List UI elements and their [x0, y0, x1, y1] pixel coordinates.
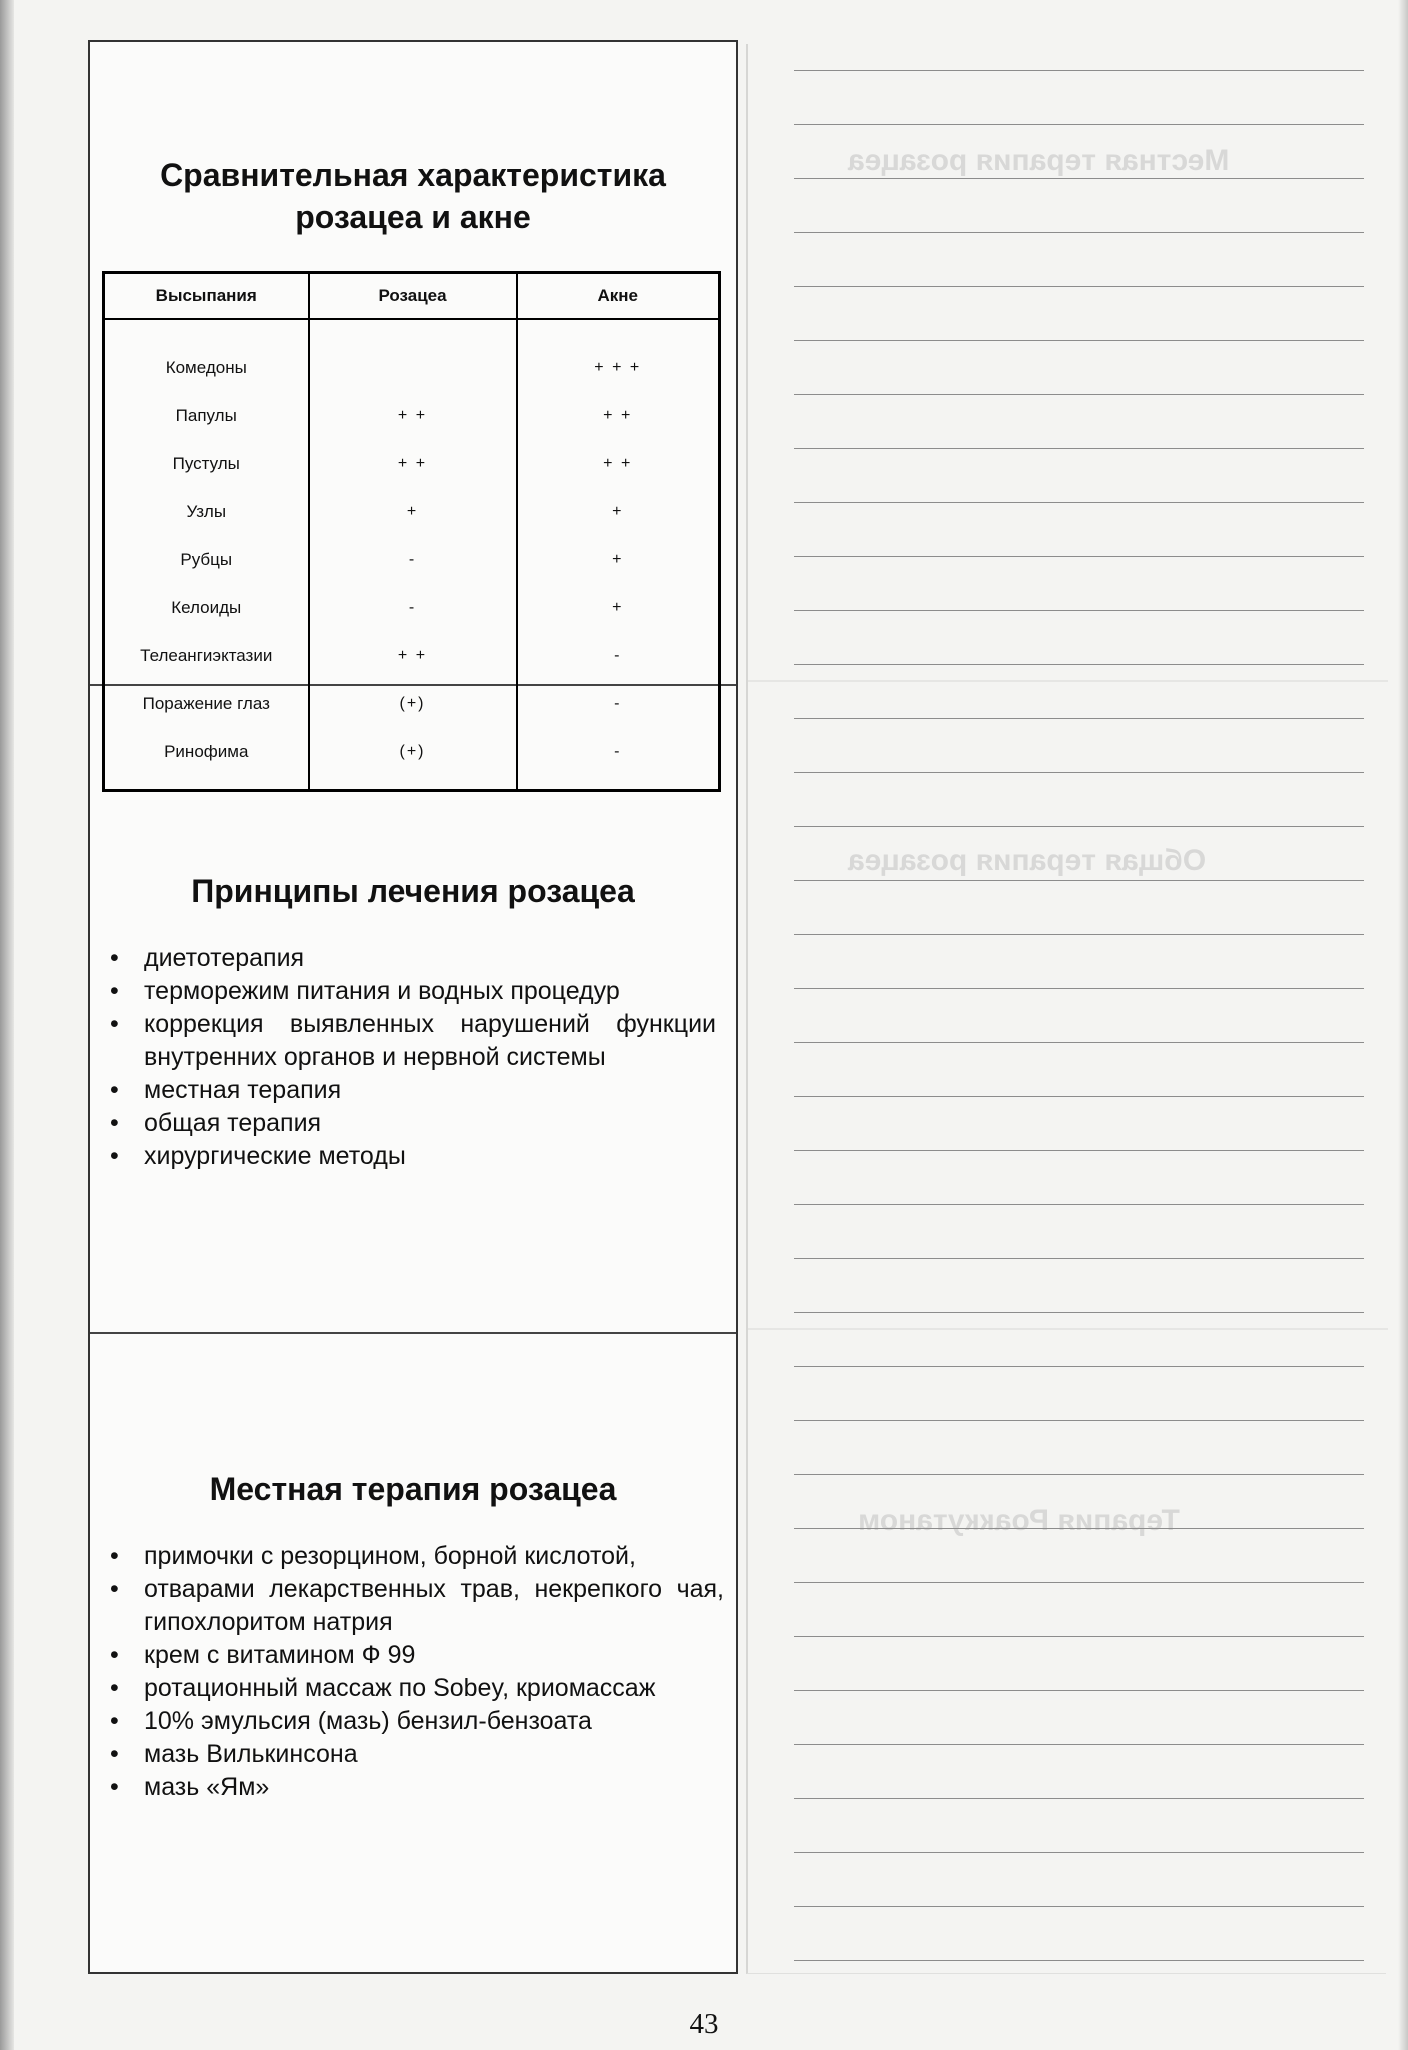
rosacea-value: +	[406, 503, 419, 520]
list-item: • диетотерапия	[108, 942, 716, 975]
acne-value: +	[612, 551, 624, 568]
note-line	[794, 1798, 1364, 1799]
show-through-title: Терапия Роаккутаном	[858, 1504, 1180, 1537]
column-header-rosacea: Розацеа	[309, 273, 517, 320]
rash-name: Келоиды	[171, 598, 242, 617]
note-line	[794, 1744, 1364, 1745]
note-line	[794, 1960, 1364, 1961]
comparison-title-line2: розацеа и акне	[295, 199, 531, 235]
acne-value: + +	[603, 455, 633, 472]
local-therapy-list	[90, 1540, 724, 1804]
note-line	[794, 124, 1364, 125]
acne-value: -	[614, 647, 622, 664]
note-line	[794, 286, 1364, 287]
rash-name: Папулы	[175, 406, 237, 425]
note-line	[794, 934, 1364, 935]
list-item: • терморежим питания и водных процедур	[108, 975, 716, 1008]
local-therapy-title: Местная терапия розацеа	[209, 1471, 617, 1507]
note-line	[794, 988, 1364, 989]
note-line	[794, 772, 1364, 773]
rosacea-value: -	[408, 551, 417, 568]
rash-name: Пустулы	[172, 454, 240, 473]
notes-divider	[748, 680, 1388, 682]
page-gutter-shadow	[0, 0, 14, 2050]
list-item: • местная терапия	[108, 1074, 716, 1107]
list-item: • ротационный массаж по Sobey, криомассаж	[108, 1672, 724, 1705]
note-line	[794, 394, 1364, 395]
note-line	[794, 880, 1364, 881]
note-line	[794, 1150, 1364, 1151]
note-line	[794, 340, 1364, 341]
comparison-card	[90, 42, 736, 761]
rash-name: Рубцы	[180, 550, 233, 569]
note-line	[794, 232, 1364, 233]
notes-column	[746, 44, 1386, 1974]
rosacea-value: (+)	[399, 743, 426, 760]
note-line	[794, 1474, 1364, 1475]
rash-name: Комедоны	[165, 358, 247, 377]
rash-name: Узлы	[186, 502, 227, 521]
list-item: • коррекция выявленных нарушений функции внутренних органов и нервной системы	[108, 1008, 716, 1074]
note-line	[794, 1528, 1364, 1529]
local-therapy-card	[90, 1334, 736, 1972]
list-item: • крем с витамином Ф 99	[108, 1639, 724, 1672]
page-edge-shadow	[1398, 0, 1408, 2050]
list-item: • отварами лекарственных трав, некрепкого чая, гипохлоритом натрия	[108, 1573, 724, 1639]
rosacea-value: -	[408, 599, 417, 616]
note-line	[794, 1906, 1364, 1907]
rosacea-value	[311, 356, 515, 380]
note-line	[794, 448, 1364, 449]
list-item: • общая терапия	[108, 1107, 716, 1140]
show-through-title: Местная терапия розацеа	[848, 144, 1230, 177]
note-line	[794, 1096, 1364, 1097]
list-item: • 10% эмульсия (мазь) бензил-бензоата	[108, 1705, 724, 1738]
rosacea-value: (+)	[399, 695, 426, 712]
notes-divider	[748, 1328, 1388, 1330]
comparison-title-line1: Сравнительная характеристика	[160, 157, 666, 193]
note-line	[794, 610, 1364, 611]
note-line	[794, 1690, 1364, 1691]
note-line	[794, 1366, 1364, 1367]
acne-value: -	[614, 743, 622, 760]
note-line	[794, 1258, 1364, 1259]
acne-value: +	[612, 599, 624, 616]
rosacea-value: + +	[397, 407, 428, 424]
list-item: • мазь Вилькинсона	[108, 1738, 724, 1771]
acne-value: +	[612, 503, 624, 520]
note-line	[794, 1420, 1364, 1421]
rash-name: Поражение глаз	[142, 694, 270, 713]
acne-value: -	[614, 695, 622, 712]
treatment-principles-card	[90, 686, 736, 1334]
rosacea-value: + +	[397, 455, 428, 472]
note-line	[794, 178, 1364, 179]
note-line	[794, 70, 1364, 71]
note-line	[794, 502, 1364, 503]
page-number: 43	[689, 2008, 719, 2040]
note-line	[794, 1852, 1364, 1853]
rash-name: Ринофима	[164, 742, 249, 761]
acne-value: + + +	[594, 359, 642, 376]
list-item: • примочки с резорцином, борной кислотой,	[108, 1540, 724, 1573]
column-header-acne: Акне	[517, 273, 720, 320]
note-line	[794, 1042, 1364, 1043]
rosacea-value: + +	[397, 647, 428, 664]
note-line	[794, 664, 1364, 665]
note-line	[794, 1204, 1364, 1205]
table-header-row	[104, 273, 720, 320]
acne-value: + +	[603, 407, 633, 424]
list-item: • мазь «Ям»	[108, 1771, 724, 1804]
column-header-rashes: Высыпания	[104, 273, 309, 320]
note-line	[794, 1636, 1364, 1637]
treatment-principles-title: Принципы лечения розацеа	[191, 873, 635, 909]
left-column	[88, 40, 738, 1974]
list-item: • хирургические методы	[108, 1140, 716, 1173]
note-line	[794, 826, 1364, 827]
note-line	[794, 556, 1364, 557]
treatment-principles-list	[90, 942, 716, 1173]
note-line	[794, 718, 1364, 719]
note-line	[794, 1312, 1364, 1313]
note-line	[794, 1582, 1364, 1583]
rash-name: Телеангиэктазии	[140, 646, 273, 665]
show-through-title: Общая терапия розацеа	[848, 844, 1207, 877]
